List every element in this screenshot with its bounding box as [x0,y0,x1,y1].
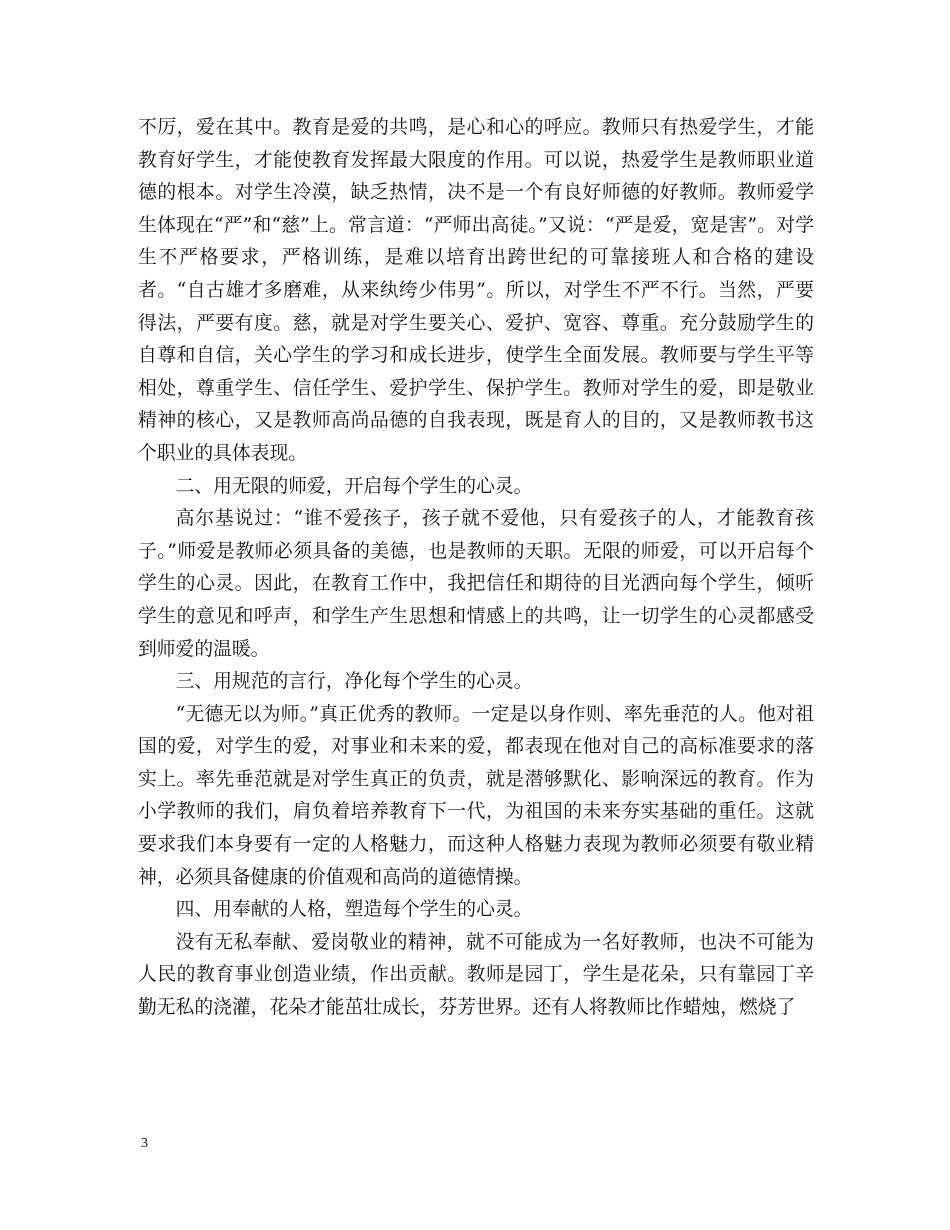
paragraph-dedication: 没有无私奉献、爱岗敬业的精神，就不可能成为一名好教师，也决不可能为人民的教育事业创造业绩，作出贡献。教师是园丁，学生是花朵，只有靠园丁辛勤无私的浇灌，花朵才能茁壮成长，芬芳世界。还有人将教师比作蜡烛，燃烧了 [138,931,814,1019]
paragraph-gorky-quote: 高尔基说过：“谁不爱孩子，孩子就不爱他，只有爱孩子的人，才能教育孩子。”师爱是教师必须具备的美德，也是教师的天职。无限的师爱，可以开启每个学生的心灵。因此，在教育工作中，我把信任和期待的目光洒向每个学生，倾听学生的意见和呼声，和学生产生思想和情感上的共鸣，让一切学生的心灵都感受到师爱的温暖。 [138,508,814,660]
paragraph-continuation: 不厉，爱在其中。教育是爱的共鸣，是心和心的呼应。教师只有热爱学生，才能教育好学生，才能使教育发挥最大限度的作用。可以说，热爱学生是教师职业道德的根本。对学生冷漠，缺乏热情，决不是一个有良好师德的好教师。教师爱学生体现在“严”和“慈”上。常言道：“严师出高徒。”又说：“严是爱，宽是害”。对学生不严格要求，严格训练，是难以培育出跨世纪的可靠接班人和合格的建设者。“自古雄才多磨难，从来纨绔少伟男”。所以，对学生不严不行。当然，严要得法，严要有度。慈，就是对学生要关心、爱护、宽容、尊重。充分鼓励学生的自尊和自信，关心学生的学习和成长进步，使学生全面发展。教师要与学生平等相处，尊重学生、信任学生、爱护学生、保护学生。教师对学生的爱，即是敬业精神的核心，又是教师高尚品德的自我表现，既是育人的目的，又是教师教书这个职业的具体表现。 [138,117,814,464]
section-heading-3: 三、用规范的言行，净化每个学生的心灵。 [175,671,533,693]
section-heading-2: 二、用无限的师爱，开启每个学生的心灵。 [175,475,533,497]
document-body [138,112,814,1025]
paragraph-role-model: “无德无以为师。”真正优秀的教师。一定是以身作则、率先垂范的人。他对祖国的爱，对学生的爱，对事业和未来的爱，都表现在他对自己的高标准要求的落实上。率先垂范就是对学生真正的负责，就是潜够默化、影响深远的教育。作为小学教师的我们，肩负着培养教育下一代，为祖国的未来夯实基础的重任。这就要求我们本身要有一定的人格魅力，而这种人格魅力表现为教师必须要有敬业精神，必须具备健康的价值观和高尚的道德情操。 [138,703,814,888]
page-number: 3 [141,1136,148,1151]
section-heading-4: 四、用奉献的人格，塑造每个学生的心灵。 [175,899,533,921]
